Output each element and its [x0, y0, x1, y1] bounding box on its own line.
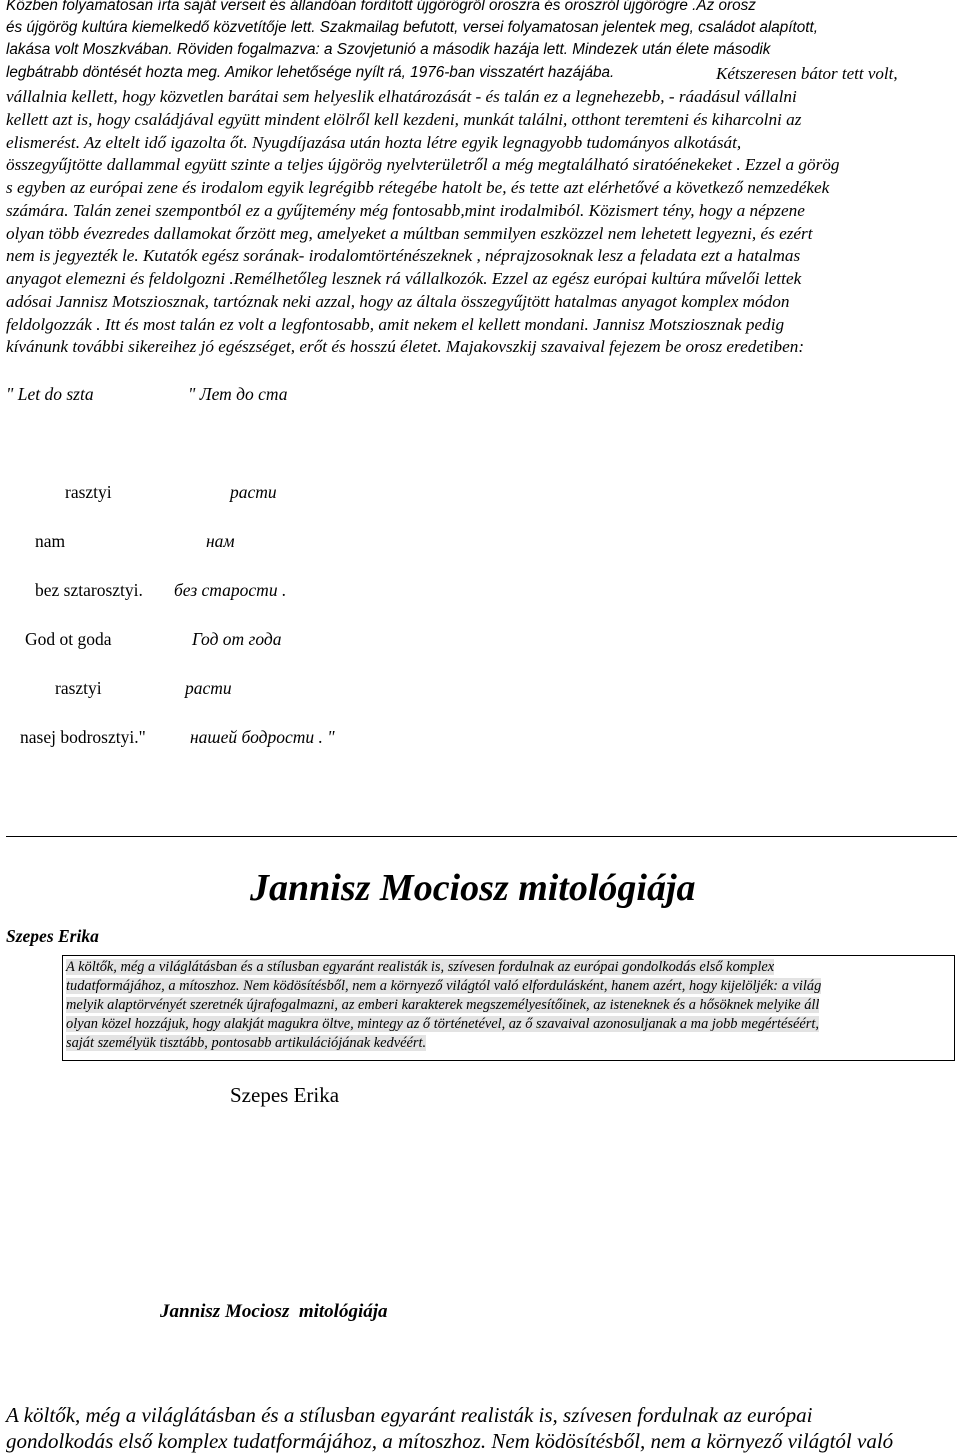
article-title-repeat: Jannisz Mociosz mitológiája	[160, 1301, 388, 1322]
abstract-line-3: melyik alaptörvényét szeretnék újrafogalmazni, az emberi karakterek megszemélyesítőinek, az isteneknek és a hősöknek melyike áll	[66, 997, 820, 1013]
body-line-1: A költők, még a világlátásban és a stílusban egyaránt realisták is, szívesen fordulnak az európai	[6, 1403, 813, 1427]
para2-line-10: adósai Jannisz Motsziosznak, tartóznak neki azzal, hogy az általa összegyűjtött hatalmas anyagot komplex módon	[6, 292, 790, 311]
para2-line-8: nem is jegyezték le. Kutatók egész sorának- irodalomtörténészeknek , néprajzosoknak lesz a feladata ezt a hatalmas	[6, 246, 801, 265]
para2-line-1: vállalnia kellett, hogy közvetlen barátai sem helyeslik elhatározását - és talán ez a legnehezebb, - ráadásul vállalni	[6, 87, 797, 106]
para2-line-3: elismerést. Az eltelt idő igazolta őt. Nyugdíjazása után hozta létre egyik legnagyobb tudományos alkotását,	[6, 133, 742, 152]
para1-line-3: lakása volt Moszkvában. Röviden fogalmazva: a Szovjetunió a második hazája lett. Mindezek után élete második	[6, 41, 771, 58]
abstract-line-4: olyan közel hozzájuk, hogy alakját magukra öltve, mintegy az ő történetével, az ő szavaival azonosuljanak a ma jobb megértéséért,	[66, 1016, 819, 1032]
para2-line-9: anyagot elemezni és feldolgozni .Remélhetőleg lesznek rá vállalkozók. Ezzel az egész európai kultúra művelői lettek	[6, 269, 802, 288]
poem-latin-4: bez sztarosztyi.	[35, 580, 143, 600]
poem-cyrillic-2: расти	[230, 482, 277, 502]
para1-line-2: és újgörög kultúra kiemelkedő közvetítője lett. Szakmailag befutott, versei folyamatosan jelentek meg, családot alapított,	[6, 19, 819, 36]
para2-line-11: feldolgozzák . Itt és most talán ez volt a legfontosabb, amit nekem el kellett mondani. Jannisz Motsziosznak pedig	[6, 315, 785, 334]
para2-line-4: összegyűjtötte dallammal együtt szinte a teljes újgörög nyelvterületről a még megtalálható siratóénekeket . Ezzel a görög	[6, 155, 840, 174]
poem-cyrillic-6: расти	[185, 678, 232, 698]
section-divider	[6, 836, 957, 837]
poem-cyrillic-5: Год от года	[192, 629, 282, 649]
para1-line-1: Közben folyamatosan írta saját verseit és állandóan fordított újgörögről oroszra és oroszról újgörögre .Az orosz	[6, 0, 756, 14]
poem-latin-2: rasztyi	[65, 482, 112, 502]
abstract-line-5: saját személyük tisztább, pontosabb artikulációjának kedvéért.	[66, 1035, 427, 1051]
poem-latin-7: nasej bodrosztyi."	[20, 727, 146, 747]
poem-cyrillic-3: нам	[206, 531, 235, 551]
poem-latin-5: God ot goda	[25, 629, 112, 649]
poem-latin-3: nam	[35, 531, 66, 551]
para2-start: Kétszeresen bátor tett volt,	[716, 64, 898, 83]
poem-cyrillic-7: нашей бодрости . "	[190, 727, 335, 747]
poem-cyrillic-4: без старости .	[174, 580, 287, 600]
para2-line-6: számára. Talán zenei szempontból ez a gyűjtemény még fontosabb,mint irodalmiból. Közismert tény, hogy a népzene	[6, 201, 805, 220]
para2-line-2: kellett azt is, hogy családjával együtt mindent elölről kell kezdeni, munkát találni, otthont teremteni és kiharcolni az	[6, 110, 802, 129]
article-author-repeat: Szepes Erika	[230, 1083, 340, 1107]
poem-latin-6: rasztyi	[55, 678, 102, 698]
article-title: Jannisz Mociosz mitológiája	[250, 867, 696, 909]
para2-line-7: olyan több évezredes dallamokat őrzött meg, amelyeket a múltban semmilyen eszközzel nem lehetett legyezni, és ezért	[6, 224, 813, 243]
body-line-2: gondolkodás első komplex tudatformájához, a mítoszhoz. Nem ködösítésből, nem a környező világtól való	[6, 1429, 894, 1453]
abstract-box	[62, 955, 955, 1061]
para1-line-4: legbátrabb döntését hozta meg. Amikor lehetősége nyílt rá, 1976-ban visszatért hazájába.	[6, 64, 615, 81]
para2-line-12: kívánunk további sikereihez jó egészséget, erőt és hosszú életet. Majakovszkij szavaival fejezem be orosz eredetiben:	[6, 337, 805, 356]
para2-line-5: s egyben az európai zene és irodalom egyik legrégibb rétegébe hatolt be, és tette azt elérhetővé a következő nemzedékek	[6, 178, 830, 197]
abstract-line-2: tudatformájához, a mítoszhoz. Nem ködösítésből, nem a környező világtól való elfordulásként, hanem azért, hogy kijelöljék: a világ	[66, 978, 822, 994]
abstract-line-1: A költők, még a világlátásban és a stílusban egyaránt realisták is, szívesen fordulnak az európai gondolkodás első komplex	[66, 959, 775, 975]
poem-latin-1: " Let do szta	[6, 384, 94, 404]
poem-cyrillic-1: " Лет до ста	[188, 384, 288, 404]
article-author: Szepes Erika	[6, 926, 99, 946]
